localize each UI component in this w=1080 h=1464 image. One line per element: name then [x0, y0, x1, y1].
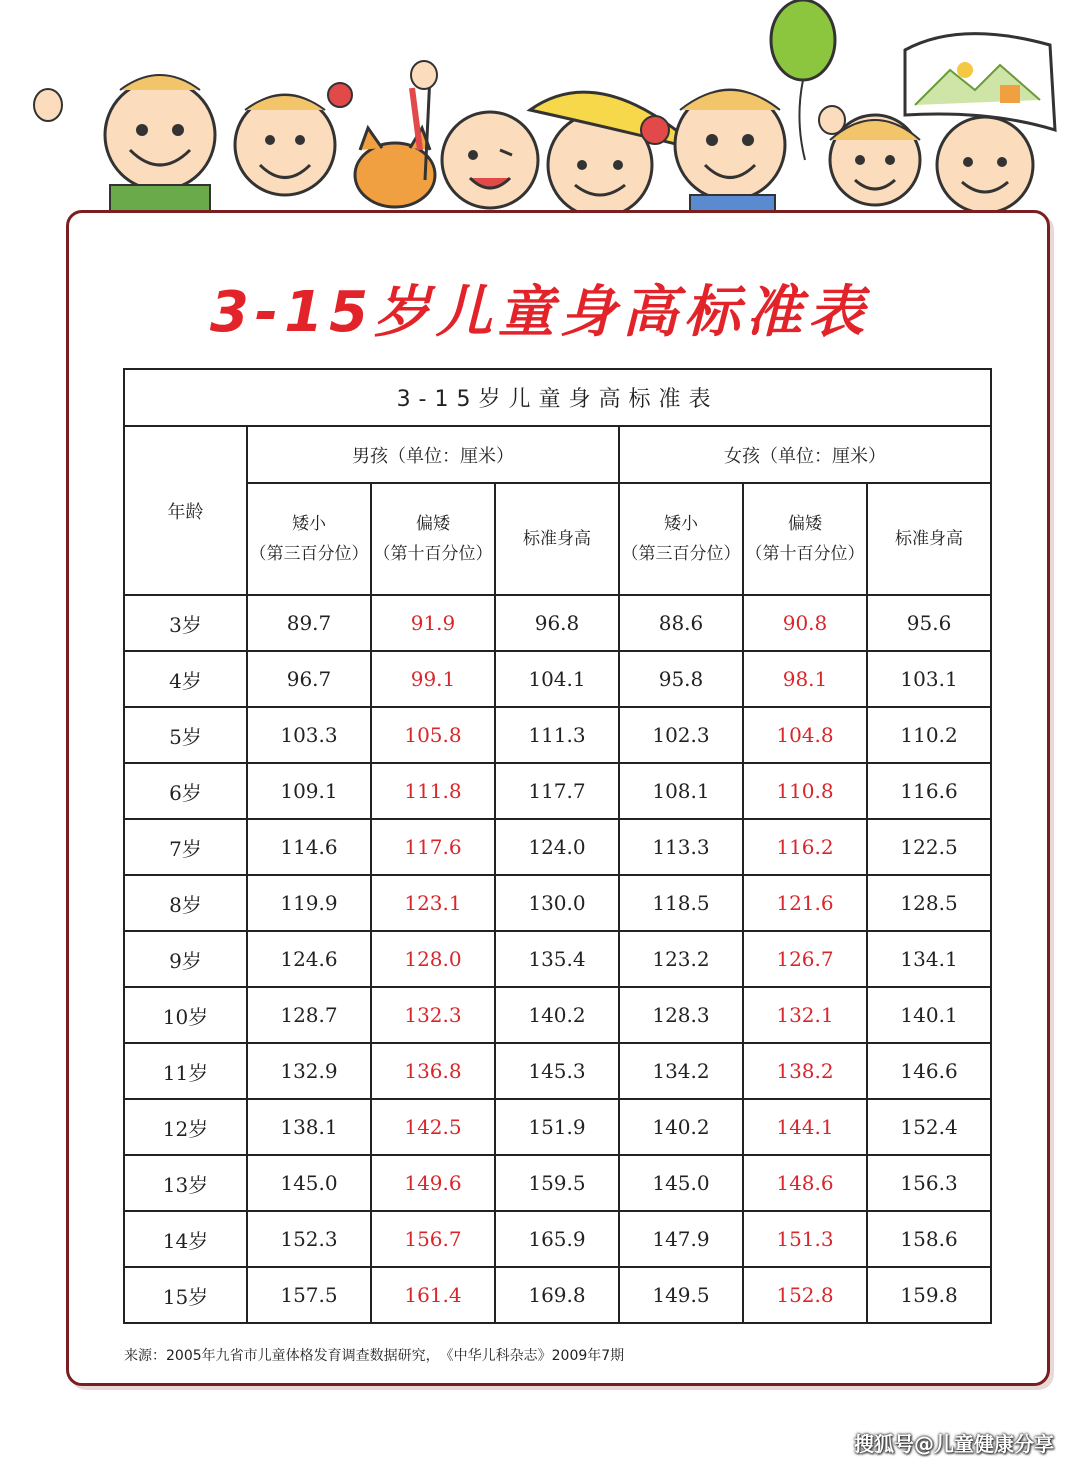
table-cell: 111.8 — [371, 763, 495, 819]
table-cell: 151.3 — [743, 1211, 867, 1267]
table-row — [124, 1267, 991, 1323]
age-cell: 9岁 — [124, 931, 247, 987]
table-cell: 156.7 — [371, 1211, 495, 1267]
table-cell: 128.0 — [371, 931, 495, 987]
table-cell: 152.3 — [247, 1211, 371, 1267]
table-row — [124, 763, 991, 819]
table-cell: 152.8 — [743, 1267, 867, 1323]
age-cell: 5岁 — [124, 707, 247, 763]
age-cell: 14岁 — [124, 1211, 247, 1267]
table-cell: 169.8 — [495, 1267, 619, 1323]
table-cell: 134.2 — [619, 1043, 743, 1099]
table-cell: 118.5 — [619, 875, 743, 931]
table-cell: 124.0 — [495, 819, 619, 875]
table-cell: 123.1 — [371, 875, 495, 931]
table-cell: 117.6 — [371, 819, 495, 875]
table-cell: 132.3 — [371, 987, 495, 1043]
kid-face — [105, 75, 215, 215]
table-cell: 108.1 — [619, 763, 743, 819]
table-row — [124, 987, 991, 1043]
age-cell: 8岁 — [124, 875, 247, 931]
table-row — [124, 1043, 991, 1099]
table-cell: 134.1 — [867, 931, 991, 987]
table-row — [124, 875, 991, 931]
table-cell: 99.1 — [371, 651, 495, 707]
column-header: 偏矮 （第十百分位） — [371, 483, 495, 595]
age-cell: 10岁 — [124, 987, 247, 1043]
table-caption: 3-15岁儿童身高标准表 — [124, 369, 991, 426]
table-cell: 144.1 — [743, 1099, 867, 1155]
table-cell: 128.5 — [867, 875, 991, 931]
table-cell: 114.6 — [247, 819, 371, 875]
column-header: 标准身高 — [867, 483, 991, 595]
age-cell: 12岁 — [124, 1099, 247, 1155]
table-cell: 148.6 — [743, 1155, 867, 1211]
table-cell: 145.0 — [619, 1155, 743, 1211]
age-cell: 13岁 — [124, 1155, 247, 1211]
table-cell: 158.6 — [867, 1211, 991, 1267]
table-cell: 140.2 — [619, 1099, 743, 1155]
column-header: 矮小 （第三百分位） — [619, 483, 743, 595]
page-title: 3-15岁儿童身高标准表 — [209, 280, 871, 345]
table-cell: 136.8 — [371, 1043, 495, 1099]
table-row — [124, 595, 991, 651]
kid-face — [937, 117, 1033, 213]
age-cell: 15岁 — [124, 1267, 247, 1323]
table-cell: 140.2 — [495, 987, 619, 1043]
table-cell: 128.7 — [247, 987, 371, 1043]
table-cell: 146.6 — [867, 1043, 991, 1099]
table-cell: 159.5 — [495, 1155, 619, 1211]
table-cell: 140.1 — [867, 987, 991, 1043]
table-cell: 116.6 — [867, 763, 991, 819]
table-cell: 104.1 — [495, 651, 619, 707]
table-cell: 138.1 — [247, 1099, 371, 1155]
table-cell: 113.3 — [619, 819, 743, 875]
table-body — [124, 595, 991, 1323]
table-cell: 151.9 — [495, 1099, 619, 1155]
table-cell: 95.6 — [867, 595, 991, 651]
table-cell: 152.4 — [867, 1099, 991, 1155]
table-cell: 149.6 — [371, 1155, 495, 1211]
table-cell: 95.8 — [619, 651, 743, 707]
table-cell: 145.3 — [495, 1043, 619, 1099]
table-cell: 88.6 — [619, 595, 743, 651]
boys-header: 男孩（单位：厘米） — [247, 426, 619, 483]
table-cell: 117.7 — [495, 763, 619, 819]
table-cell: 102.3 — [619, 707, 743, 763]
table-cell: 124.6 — [247, 931, 371, 987]
table-cell: 90.8 — [743, 595, 867, 651]
table-cell: 103.1 — [867, 651, 991, 707]
table-cell: 157.5 — [247, 1267, 371, 1323]
table-cell: 89.7 — [247, 595, 371, 651]
column-header: 标准身高 — [495, 483, 619, 595]
table-row — [124, 651, 991, 707]
table-cell: 161.4 — [371, 1267, 495, 1323]
table-cell: 123.2 — [619, 931, 743, 987]
cat-face — [355, 128, 435, 207]
table-cell: 159.8 — [867, 1267, 991, 1323]
age-cell: 4岁 — [124, 651, 247, 707]
table-cell: 142.5 — [371, 1099, 495, 1155]
watermark: 搜狐号@儿童健康分享 — [854, 1432, 1054, 1456]
table-cell: 116.2 — [743, 819, 867, 875]
table-row — [124, 819, 991, 875]
kids-illustration — [0, 0, 1080, 230]
kid-face — [675, 90, 785, 215]
table-cell: 103.3 — [247, 707, 371, 763]
age-cell: 6岁 — [124, 763, 247, 819]
table-cell: 119.9 — [247, 875, 371, 931]
table-cell: 165.9 — [495, 1211, 619, 1267]
table-cell: 104.8 — [743, 707, 867, 763]
age-cell: 3岁 — [124, 595, 247, 651]
table-cell: 130.0 — [495, 875, 619, 931]
table-cell: 147.9 — [619, 1211, 743, 1267]
height-standard-table — [123, 368, 992, 1324]
table-cell: 105.8 — [371, 707, 495, 763]
age-cell: 11岁 — [124, 1043, 247, 1099]
table-row — [124, 1155, 991, 1211]
table-cell: 145.0 — [247, 1155, 371, 1211]
table-row — [124, 707, 991, 763]
source-note: 来源：2005年九省市儿童体格发育调查数据研究， 《中华儿科杂志》2009年7期 — [124, 1348, 625, 1364]
table-cell: 109.1 — [247, 763, 371, 819]
table-cell: 121.6 — [743, 875, 867, 931]
table-cell: 132.9 — [247, 1043, 371, 1099]
table-cell: 98.1 — [743, 651, 867, 707]
age-cell: 7岁 — [124, 819, 247, 875]
table-cell: 111.3 — [495, 707, 619, 763]
table-cell: 128.3 — [619, 987, 743, 1043]
table-row — [124, 931, 991, 987]
table-cell: 122.5 — [867, 819, 991, 875]
table-cell: 110.2 — [867, 707, 991, 763]
table-cell: 96.8 — [495, 595, 619, 651]
table-cell: 126.7 — [743, 931, 867, 987]
table-cell: 91.9 — [371, 595, 495, 651]
table-cell: 156.3 — [867, 1155, 991, 1211]
girls-header: 女孩（单位：厘米） — [619, 426, 991, 483]
table-cell: 110.8 — [743, 763, 867, 819]
column-header: 矮小 （第三百分位） — [247, 483, 371, 595]
table-cell: 149.5 — [619, 1267, 743, 1323]
table-cell: 132.1 — [743, 987, 867, 1043]
column-header: 偏矮 （第十百分位） — [743, 483, 867, 595]
table-row — [124, 1211, 991, 1267]
table-cell: 135.4 — [495, 931, 619, 987]
kid-face — [235, 83, 352, 195]
age-header: 年龄 — [124, 426, 247, 595]
drawing-picture — [905, 34, 1055, 130]
table-row — [124, 1099, 991, 1155]
table-cell: 138.2 — [743, 1043, 867, 1099]
table-cell: 96.7 — [247, 651, 371, 707]
